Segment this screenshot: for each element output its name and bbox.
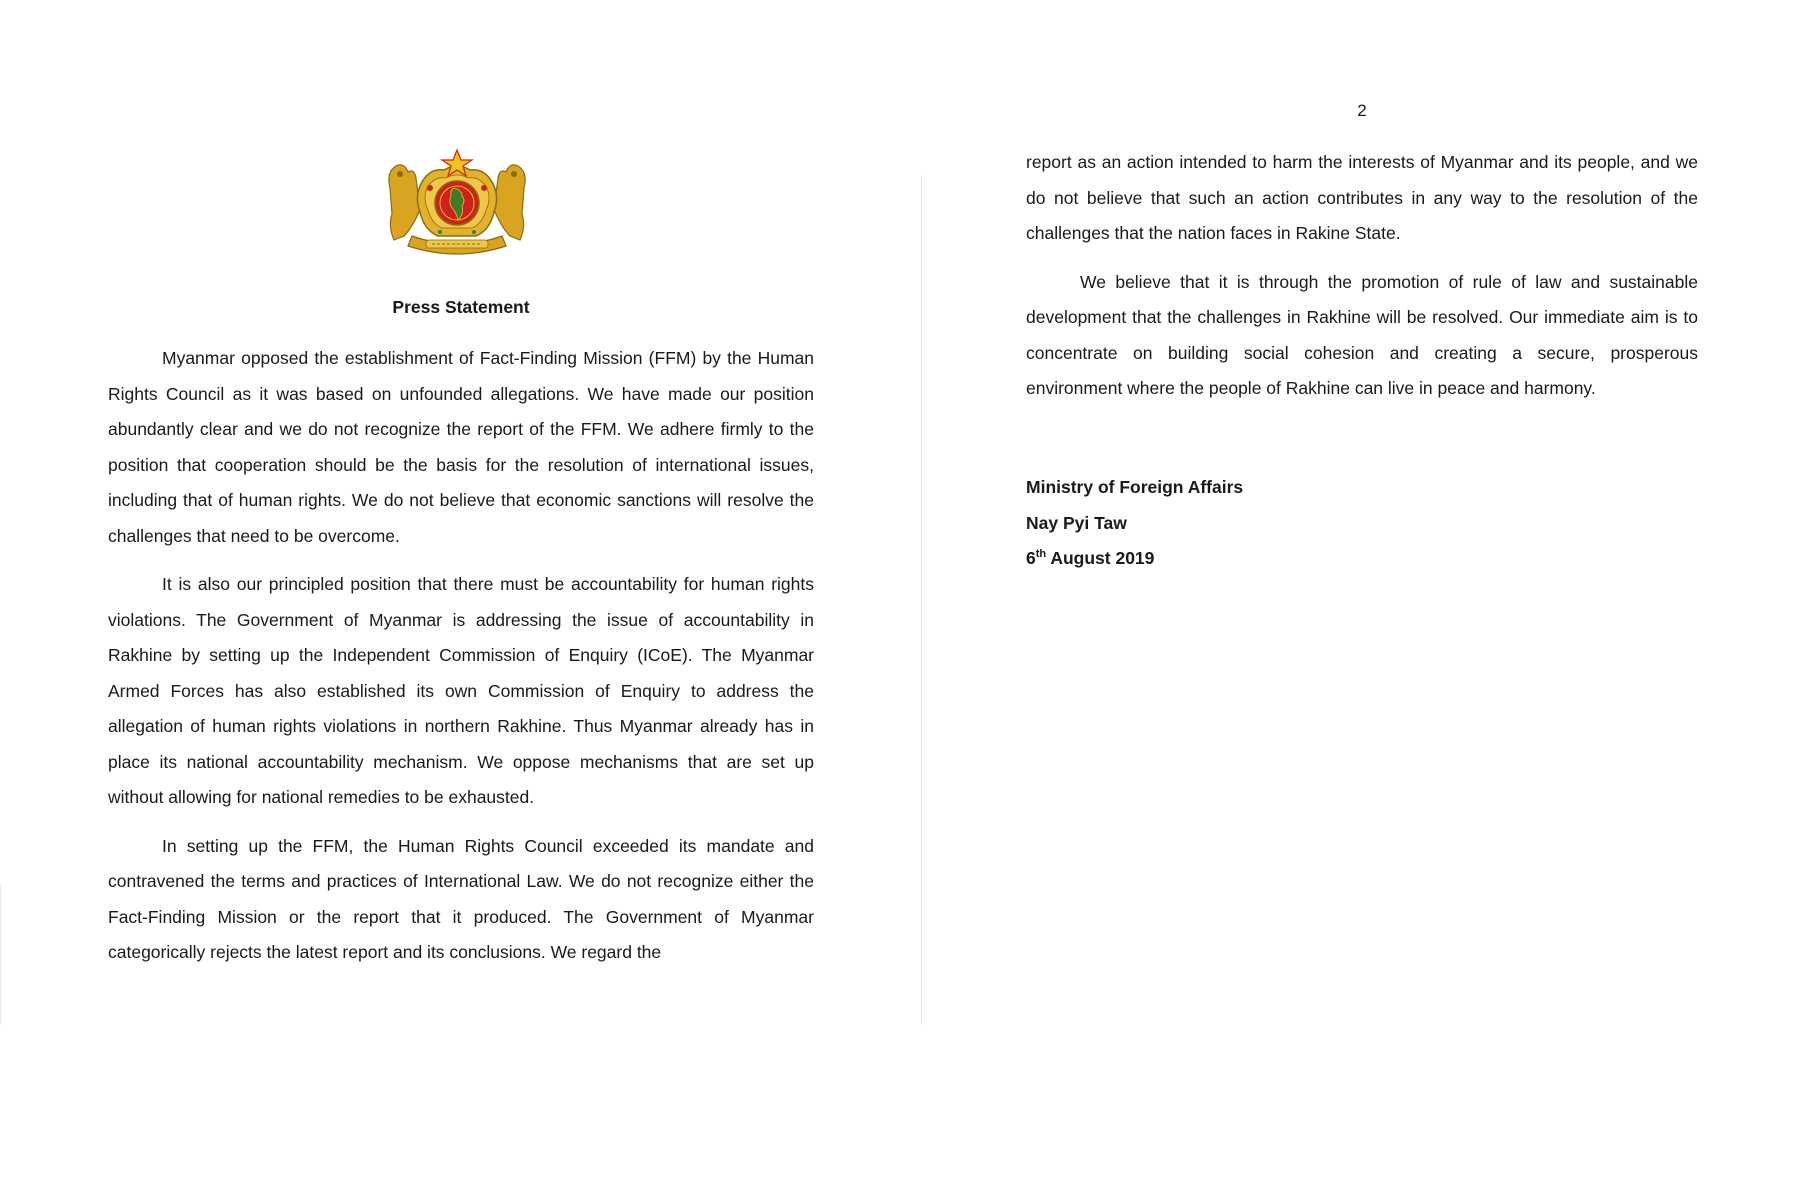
- page-number: 2: [1357, 101, 1367, 120]
- date-suffix: th: [1035, 548, 1047, 561]
- left-page-body: [108, 341, 814, 984]
- left-page-edge: [0, 885, 1, 1025]
- left-page: [108, 0, 814, 1200]
- right-page-body: [1026, 145, 1698, 420]
- paragraph-2: It is also our principled position that there must be accountability for human rights violations. The Government of Myanmar is addressing the issue of accountability in Rakhine by setting up the Independent Commission of Enquiry (ICoE). The Myanmar Armed Forces has also established its own Commission of Enquiry to address the allegation of human rights violations in northern Rakhine. Thus Myanmar already has in place its national accountability mechanism. We oppose mechanisms that are set up without allowing for national remedies to be exhausted.: [108, 574, 814, 807]
- date-month-year: August 2019: [1046, 548, 1155, 568]
- right-page: [1026, 0, 1698, 1200]
- continuation-paragraph: report as an action intended to harm the interests of Myanmar and its people, and we do not believe that such an action contributes in any way to the resolution of the challenges that the nation faces in Rakine State.: [1026, 152, 1698, 243]
- press-statement-title: Press Statement: [392, 297, 530, 317]
- paragraph-1: Myanmar opposed the establishment of Fact-Finding Mission (FFM) by the Human Rights Council as it was based on unfounded allegations. We have made our position abundantly clear and we do not recognize the report of the FFM. We adhere firmly to the position that cooperation should be the basis for the resolution of international issues, including that of human rights. We do not believe that economic sanctions will resolve the challenges that need to be overcome.: [108, 348, 814, 546]
- date-day: 6: [1026, 548, 1036, 568]
- ministry-name: Ministry of Foreign Affairs: [1026, 477, 1244, 497]
- paragraph-3: In setting up the FFM, the Human Rights Council exceeded its mandate and contravened the terms and practices of International Law. We do not recognize either the Fact-Finding Mission or the report that it produced. The Government of Myanmar categorically rejects the latest report and its conclusions. We regard the: [108, 835, 814, 962]
- city-name: Nay Pyi Taw: [1026, 512, 1127, 533]
- signature-block: [1026, 470, 1243, 577]
- page-divider: [921, 175, 922, 1025]
- paragraph-4: We believe that it is through the promotion of rule of law and sustainable development that the challenges in Rakhine will be resolved. Our immediate aim is to concentrate on building social cohesion and creating a secure, prosperous environment where the people of Rakhine can live in peace and harmony.: [1026, 271, 1698, 398]
- statement-date: [1026, 541, 1243, 577]
- state-seal-icon: [382, 148, 532, 260]
